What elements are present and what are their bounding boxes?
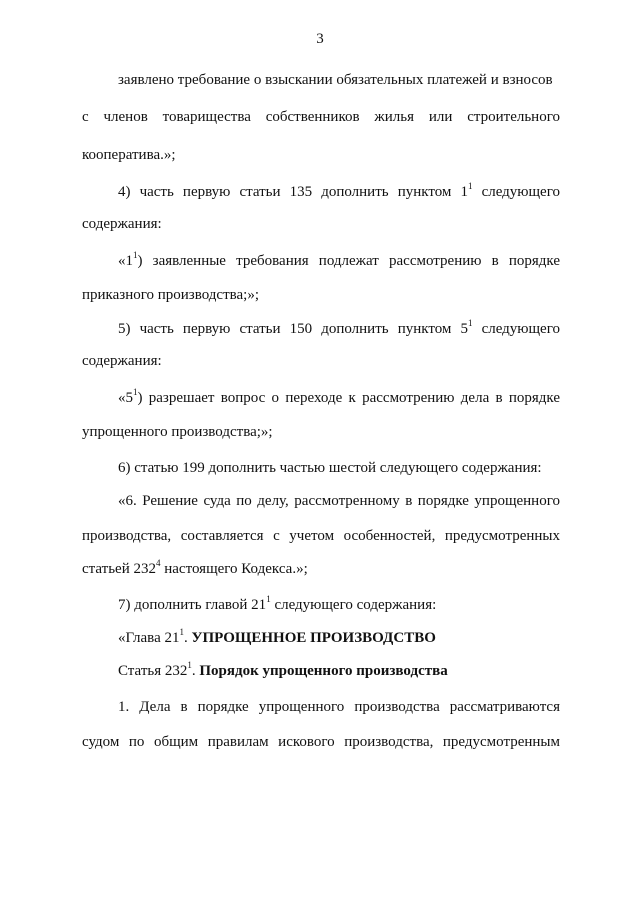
paragraph-line [118,252,560,270]
paragraph-line: содержания: [82,353,162,369]
superscript: 1 [133,387,138,397]
text-run: «Глава 21 [118,630,180,646]
chapter-heading [118,629,560,647]
paragraph-line: «6. Решение суда по делу, рассмотренному в порядке упрощенного [118,493,560,509]
superscript: 4 [156,558,161,568]
paragraph-line: с членов товарищества собственников жилья или строительного [82,109,560,125]
paragraph-line [118,596,560,614]
text-run: 4) часть первую статьи 135 дополнить пунктом 1 [118,184,468,200]
page-number: 3 [316,31,324,47]
text-run: «5 [118,390,133,406]
superscript: 1 [467,181,473,191]
paragraph-line: заявлено требование о взыскании обязательных платежей и взносов [118,72,553,88]
superscript: 1 [187,660,192,670]
paragraph-line: 1. Дела в порядке упрощенного производства рассматриваются [118,699,560,715]
superscript: 1 [133,250,138,260]
text-run: следующего [472,321,560,337]
article-title: Порядок упрощенного производства [199,663,448,679]
paragraph-line: упрощенного производства;»; [82,424,273,440]
text-run: Статья 232 [118,663,188,679]
paragraph-line [118,389,560,407]
paragraph-line [82,560,560,578]
paragraph-line: судом по общим правилам искового производства, предусмотренным [82,734,560,750]
paragraph-line [118,183,560,201]
superscript: 1 [467,318,473,328]
paragraph-line: 6) статью 199 дополнить частью шестой следующего содержания: [118,460,542,476]
text-run: статьей 232 [82,561,156,577]
superscript: 1 [266,594,271,604]
superscript: 1 [179,627,184,637]
chapter-title: УПРОЩЕННОЕ ПРОИЗВОДСТВО [191,630,436,646]
paragraph-line [118,320,560,338]
paragraph-line: содержания: [82,216,162,232]
text-run: следующего [472,184,560,200]
text-run: ) разрешает вопрос о переходе к рассмотрению дела в порядке [137,390,560,406]
text-run: 5) часть первую статьи 150 дополнить пунктом 5 [118,321,468,337]
text-run: . [183,630,192,646]
text-run: настоящего Кодекса.»; [160,561,308,577]
paragraph-line: приказного производства;»; [82,287,260,303]
text-run: ) заявленные требования подлежат рассмотрению в порядке [137,253,560,269]
text-run: следующего содержания: [270,597,437,613]
text-run: «1 [118,253,133,269]
text-run: . [191,663,200,679]
text-run: 7) дополнить главой 21 [118,597,267,613]
article-heading [118,662,560,680]
paragraph-line: производства, составляется с учетом особенностей, предусмотренных [82,528,560,544]
paragraph-line: кооператива.»; [82,147,176,163]
